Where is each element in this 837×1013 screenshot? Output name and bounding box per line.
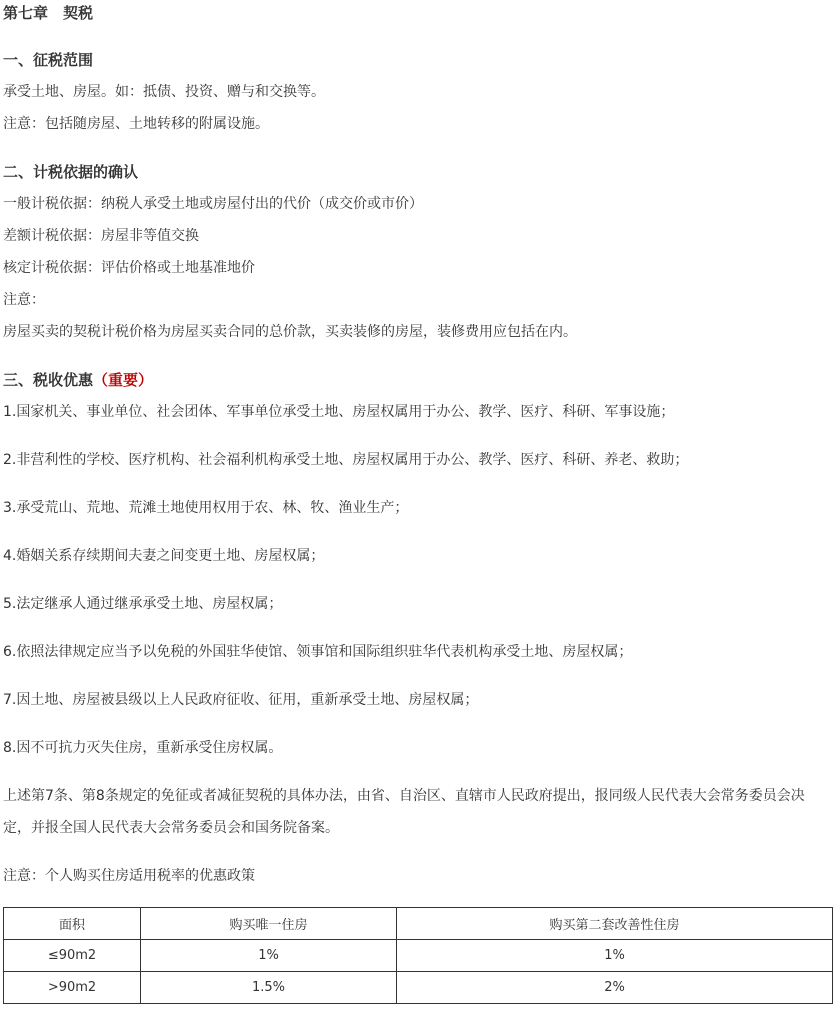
section3-heading-emphasis: （重要）	[93, 371, 154, 389]
section3-heading-text: 三、税收优惠	[3, 371, 94, 389]
section1-line: 承受土地、房屋。如：抵债、投资、赠与和交换等。	[3, 84, 325, 100]
list-item: 5.法定继承人通过继承承受土地、房屋权属；	[3, 596, 283, 612]
section3-heading	[3, 370, 153, 390]
section2-line: 核定计税依据：评估价格或土地基准地价	[3, 260, 255, 276]
list-item: 6.依照法律规定应当予以免税的外国驻华使馆、领事馆和国际组织驻华代表机构承受土地、房屋权属；	[3, 644, 633, 660]
table-header-cell: 购买唯一住房	[141, 908, 397, 940]
chapter-title: 第七章 契税	[3, 4, 94, 22]
list-item: 8.因不可抗力灭失住房，重新承受住房权属。	[3, 740, 283, 756]
table-row	[4, 972, 833, 1004]
section1-heading: 一、征税范围	[3, 51, 94, 69]
section2-heading: 二、计税依据的确认	[3, 163, 139, 181]
list-item: 4.婚姻关系存续期间夫妻之间变更土地、房屋权属；	[3, 548, 325, 564]
section2-line: 注意：	[3, 292, 45, 308]
table-cell: 1%	[141, 940, 397, 972]
list-item: 7.因土地、房屋被县级以上人民政府征收、征用，重新承受土地、房屋权属；	[3, 692, 479, 708]
section2-line: 一般计税依据：纳税人承受土地或房屋付出的代价（成交价或市价）	[3, 196, 423, 212]
table-header-cell: 面积	[4, 908, 141, 940]
table-header-cell: 购买第二套改善性住房	[397, 908, 833, 940]
tax-rate-table	[3, 907, 833, 1004]
table-header-row	[4, 908, 833, 940]
table-cell: >90m2	[4, 972, 141, 1004]
section2-line: 房屋买卖的契税计税价格为房屋买卖合同的总价款，买卖装修的房屋，装修费用应包括在内。	[3, 324, 577, 340]
table-cell: 1%	[397, 940, 833, 972]
table-cell: 1.5%	[141, 972, 397, 1004]
list-item: 3.承受荒山、荒地、荒滩土地使用权用于农、林、牧、渔业生产；	[3, 500, 409, 516]
table-cell: 2%	[397, 972, 833, 1004]
table-row	[4, 940, 833, 972]
table-cell: ≤90m2	[4, 940, 141, 972]
list-item: 1.国家机关、事业单位、社会团体、军事单位承受土地、房屋权属用于办公、教学、医疗、科研、军事设施；	[3, 404, 675, 420]
section2-line: 差额计税依据：房屋非等值交换	[3, 228, 199, 244]
list-item: 2.非营利性的学校、医疗机构、社会福利机构承受土地、房屋权属用于办公、教学、医疗、科研、养老、救助；	[3, 452, 689, 468]
section1-line: 注意：包括随房屋、土地转移的附属设施。	[3, 116, 269, 132]
note-paragraph: 上述第7条、第8条规定的免征或者减征契税的具体办法，由省、自治区、直辖市人民政府提出，报同级人民代表大会常务委员会决定，并报全国人民代表大会常务委员会和国务院备案。	[3, 788, 805, 836]
table-intro: 注意：个人购买住房适用税率的优惠政策	[3, 868, 255, 884]
